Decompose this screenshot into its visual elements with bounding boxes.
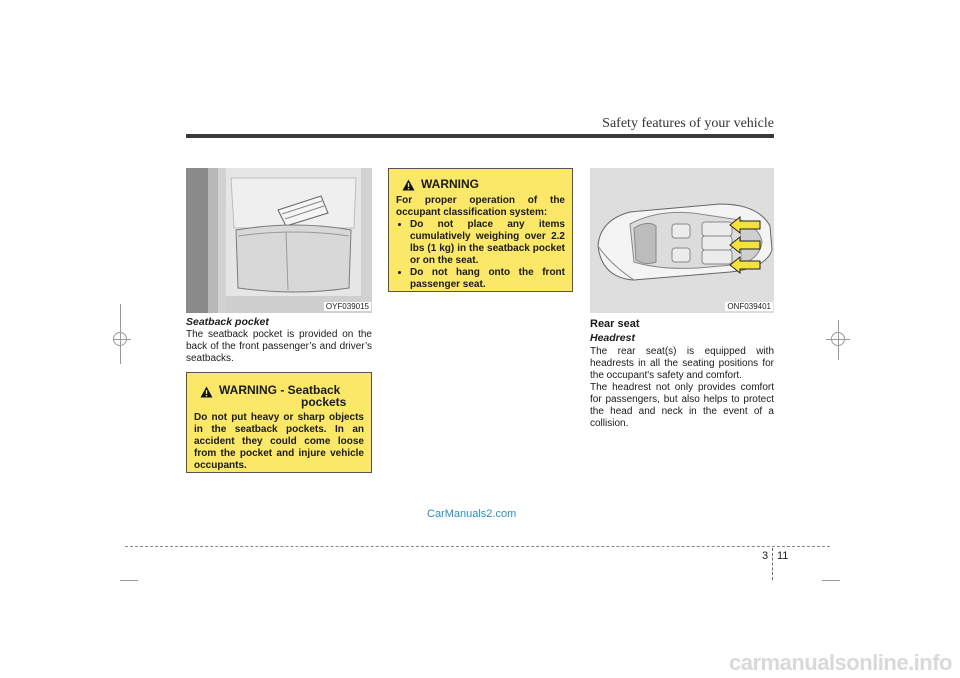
chapter-number: 3 — [762, 550, 769, 562]
rear-seat-title: Rear seat — [590, 318, 640, 330]
headrest-paragraph-1: The rear seat(s) is equipped with headrests in all the seating positions for the occupant's safety and comfort. — [590, 346, 774, 381]
warning-occupant-classification — [388, 168, 573, 292]
warning-seatback-pockets — [186, 372, 372, 473]
footer-dashed-rule — [125, 546, 830, 547]
headrest-subtitle: Headrest — [590, 332, 635, 344]
warning-title-line2: pockets — [301, 395, 347, 409]
header-rule — [186, 134, 774, 138]
headrest-paragraph-2: The headrest not only provides comfort for passengers, but also helps to protect the head and neck in the event of a collision. — [590, 382, 774, 429]
crop-mark-bottom-right — [822, 580, 840, 581]
seatback-pocket-figure — [186, 168, 372, 313]
warning-title-line1: WARNING - Seatback — [219, 383, 341, 397]
warning-list — [396, 219, 565, 291]
crop-mark-bottom-left — [120, 580, 138, 581]
site-watermark: carmanualsonline.info — [729, 650, 952, 675]
watermark-text: CarManuals2.com — [427, 508, 517, 520]
page-number: 11 — [777, 550, 789, 562]
seatback-pocket-text: The seatback pocket is provided on the back of the front passenger’s and driver’s seatbacks. — [186, 329, 372, 364]
warning-header — [194, 380, 364, 408]
warning-header — [396, 176, 565, 191]
warning-list-item: • Do not hang onto the front passenger seat. — [410, 267, 565, 291]
warning-intro: For proper operation of the occupant classification system: — [396, 195, 565, 218]
headrest-arrows-icon — [728, 215, 762, 275]
warning-title: WARNING — [421, 177, 479, 191]
warning-text: Do not put heavy or sharp objects in the seatback pockets. In an accident they could come loose from the pocket and injure vehicle occupants. — [194, 412, 364, 471]
header-section-title: Safety features of your vehicle — [602, 116, 774, 131]
rear-seat-figure — [590, 168, 774, 313]
registration-circle-right — [831, 332, 845, 346]
registration-circle-left — [113, 332, 127, 346]
warning-triangle-icon — [200, 386, 213, 398]
warning-triangle-icon — [402, 179, 415, 191]
seatback-illustration — [186, 168, 372, 313]
figure-code-right: ONF039401 — [727, 302, 771, 311]
page-number-divider — [772, 548, 773, 580]
warning-list-item: • Do not place any items cumulatively weighing over 2.2 lbs (1 kg) in the seatback pocket or on the seat. — [410, 219, 565, 267]
seatback-pocket-caption: Seatback pocket — [186, 316, 269, 328]
figure-code-left: OYF039015 — [325, 302, 369, 311]
